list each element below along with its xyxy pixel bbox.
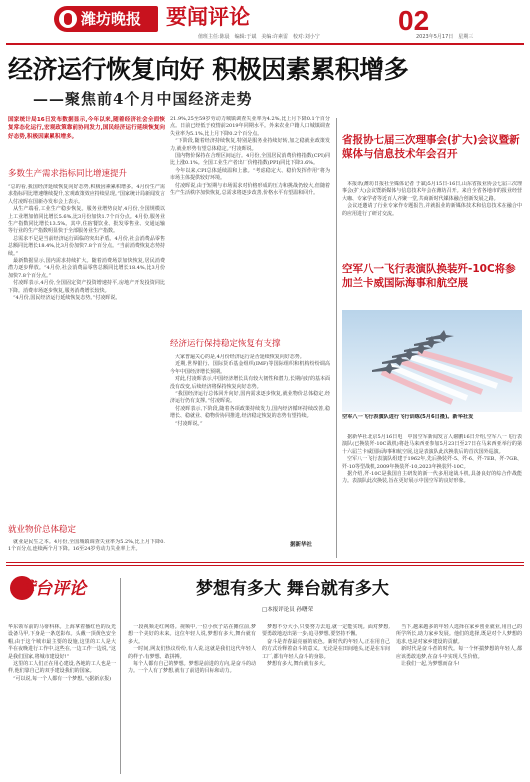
column-author: □本报评论员 孙曙荣 [262, 607, 313, 613]
masthead-logo [54, 6, 158, 32]
masthead-rule [6, 43, 524, 45]
logo-text: 潍坊晚报 [81, 10, 142, 28]
column-divider [336, 118, 337, 558]
column-logo-text: 鸢台评论 [18, 579, 86, 599]
lead-byline: 据新华社 [290, 542, 313, 548]
column-logo [8, 572, 116, 616]
lead-col1-body-2: 就业是民生之本。4月份,全国城镇调查失业率为5.2%,比上月下降0.1个百分点,连续两个月下降。16至24岁劳动力失业率上升。 [8, 539, 165, 553]
date-line: 2023年5月17日 星期三 [416, 34, 474, 40]
staff-line: 值班主任:陈晨 编辑:于斌 美编:许素雷 校对:刘小宁 [198, 34, 320, 40]
column-body-col3: 当下,越来越多的年轻人选择在家乡创业就业,用自己的所学所长,助力家乡发展。他们的选择,既是对个人梦想的追求,也是对家乡建设的贡献。 新时代是奋斗者的时代。每一个怀揣梦想的年轻人,都应该勇敢追梦,在奋斗中实现人生价值。 让我们一起,为梦想而奋斗! [396, 624, 522, 668]
news2-photo-caption: 空军八一飞行表演队进行飞行训练(5月6日摄)。新华社发 [342, 414, 474, 420]
news2-headline: 空军八一飞行表演队换装歼-10C将参加兰卡威国际海事和航空展 [342, 263, 516, 289]
lead-col1-body: “总的看,我国经济延续恢复向好态势,积极因素累积增多。4月份生产需求指标同比增速继续提升,宏观政策效应持续显现。”国家统计局新闻发言人付凌晖在国新办发布会上表示。 从生产端看,工业生产稳步恢复。服务业增势良好,4月份,全国规模以上工业增加值同比增长5.6%,比3月份加快1.7个百分点。4月份,服务业生产指数同比增长13.5%。其中,住宿餐饮业、批发零售业、交通运输等行业的生产指数明显快于全部服务业生产指数。 总需求不足是当前经济运行面临的突出矛盾。4月份,社会消费品零售总额同比增长18.4%,比3月份加快7.8个百分点。“当前消费恢复态势持续。” 最新数据显示,国内需求持续扩大。随着消费场景加快恢复,居民消费潜力逐步释放。“4月份,社会消费品零售总额同比增长18.4%,比3月份加快7.8个百分点。” 付凌晖表示,4月份,全国固定资产投资增速持平,房地产开发投资同比下降。消费市场逐步恢复,服务消费增长较快。 “4月份,国民经济运行延续恢复态势。”付凌晖说。 [8, 184, 165, 302]
column-body-col2: 梦想不分大小,只要努力去追,就一定能实现。面对梦想,要勇敢地迈出第一步;追寻梦想,要坚持不懈。 奋斗是青春最亮丽的底色。新时代的年轻人,正在用自己的方式诠释着奋斗的意义。无论是在田间地头,还是在车间工厂,都有年轻人奋斗的身影。 梦想有多大,舞台就有多大。 [262, 624, 390, 668]
column-body-col1: 一段视频走红网络。视频中,一位小伙子站在摊位前,梦想一个美好的未来。这位年轻人说,梦想有多大,舞台就有多大。 一时间,网友们热议纷纷,有人说,这就是我们这代年轻人的样子:有梦想、敢拼搏。 每个人都有自己的梦想。梦想是前进的方向,是奋斗的动力。一个人有了梦想,就有了前进的目标和动力。 [128, 624, 256, 675]
lead-headline: 经济运行恢复向好 积极因素累积增多 [8, 55, 409, 84]
news1-headline: 省报协七届三次理事会(扩大)会议暨新媒体与信息技术年会召开 [342, 134, 520, 160]
column-sidebar: 华东领军前的马蒂科林。上海拿着播红色的反光设备马甲,下身是一条送影布。头戴一顶黄色安全帽,由于这个城市最主要的设施,这里的工人是大半在夜晚进行工作中,这些在,一边工作一边说,“这是我们国家,将城市建设好!” 这里的工人们正在用心建设,各地的工人也是一样,他们靠自己的双手建设我们的国家。 “可以说,每一个人都有一个梦想。”(据新京报) [8, 624, 116, 682]
column-headline: 梦想有多大 舞台就有多大 [196, 579, 389, 599]
news2-body: 据新华社北京5月16日电 中国空军新闻发言人谢鹏16日介绍,空军八一飞行表演队(已换装歼-10C战机)将赴马来西亚参加5月23日至27日在马来西亚举行的第十六届兰卡威国际海事和航空展,这是表演队此次换装后的首次国外巡演。 空军八一飞行表演队组建于1962年,先后换装歼-5、歼-6、歼-7EB、歼-7GB、歼-10等型战机,2009年换装歼-10,2023年换装歼-10C。 据介绍,歼-10C是我国自主研发的新一代多用途战斗机,具备良好的综合作战能力。表演队此次换装,旨在更好展示中国空军的良好形象。 [342, 434, 522, 485]
section-title: 要闻评论 [166, 4, 250, 29]
column-band-rule-top [6, 562, 524, 563]
lead-intro: 国家统计局16日发布数据显示,今年以来,随着经济社会全面恢复常态化运行,宏观政策靠前协同发力,国民经济运行延续恢复向好态势,积极因素累积增多。 [8, 117, 165, 140]
lead-subheadline: ——聚焦前4个月中国经济走势 [33, 90, 253, 108]
lead-subhead-2: 就业物价总体稳定 [8, 525, 77, 535]
news1-body: 本报讯(潍坊日报社全媒体记者 于斌)5月15日-16日,山东省报业协会七届三次理事会(扩大)会议暨新媒体与信息技术年会在潍坊召开。来自全省各地市的报业经营大咖、专家学者等近百人齐聚一堂,共商新时代媒体融合创新发展之路。 会议还邀请了行业专家作专题报告,并就报业的新媒体技术和信息技术在融合中的应用进行了研讨交流。 [342, 181, 522, 217]
news2-photo [342, 310, 522, 412]
lead-col2-body-2: 大家普遍关心的是,4月份经济运行是否延续恢复向好态势。 近期,世界银行、国际货币基金组织(IMF)等国际组织和机构纷纷调高今年中国经济增长预期。 对此,付凌晖表示,中国经济增长具有较大韧性和潜力,长期向好的基本面没有改变,后续经济将保持恢复向好态势。 “我国经济运行总体回升向好,国内需求逐步恢复,就业物价总体稳定,经济运行仍有支撑。”付凌晖说。 付凌晖表示,下阶段,随着各项政策持续发力,国内经济循环持续改善,稳增长、稳就业、稳物价协同推进,经济稳定恢复的态势有望持续。 “付凌晖说。” [170, 354, 330, 427]
column-band-rule-bottom [6, 565, 524, 566]
logo-emblem-icon [59, 10, 77, 28]
column-sidebar-divider [120, 578, 121, 774]
lead-subhead-3: 经济运行保持稳定恢复有支撑 [170, 339, 281, 349]
lead-subhead-1: 多数生产需求指标同比增速提升 [8, 169, 128, 179]
lead-col2-body: 21.9%,25至59岁劳动力城镇调查失业率为4.2%,比上月下降0.1个百分点。日前已经低于疫情前2019年同期水平。外来农业户籍人口城镇调查失业率为5.1%,比上月下降0.2个百分点。 “下阶段,随着经济持续恢复,特别是服务业持续好转,加之稳就业政策发力,就业形势有望总体稳定。”付凌晖说。 国内物价保持在合理区间运行。4月份,全国居民消费价格指数(CPI)同比上涨0.1%。全国工业生产者出厂价格指数(PPI)同比下降3.6%。 今年以来,CPI总体延续温和上涨。“考虑稳定大、稳价发挥作用”将为市场主体提供较好环境。 付凌晖说,由于短期与市场需求对价格形成的压力和挑战仍较大,但随着生产生活秩序加快恢复,总需求将逐步改善,价格水平有望温和回升。 [170, 116, 330, 197]
page-number: 02 [398, 5, 430, 36]
